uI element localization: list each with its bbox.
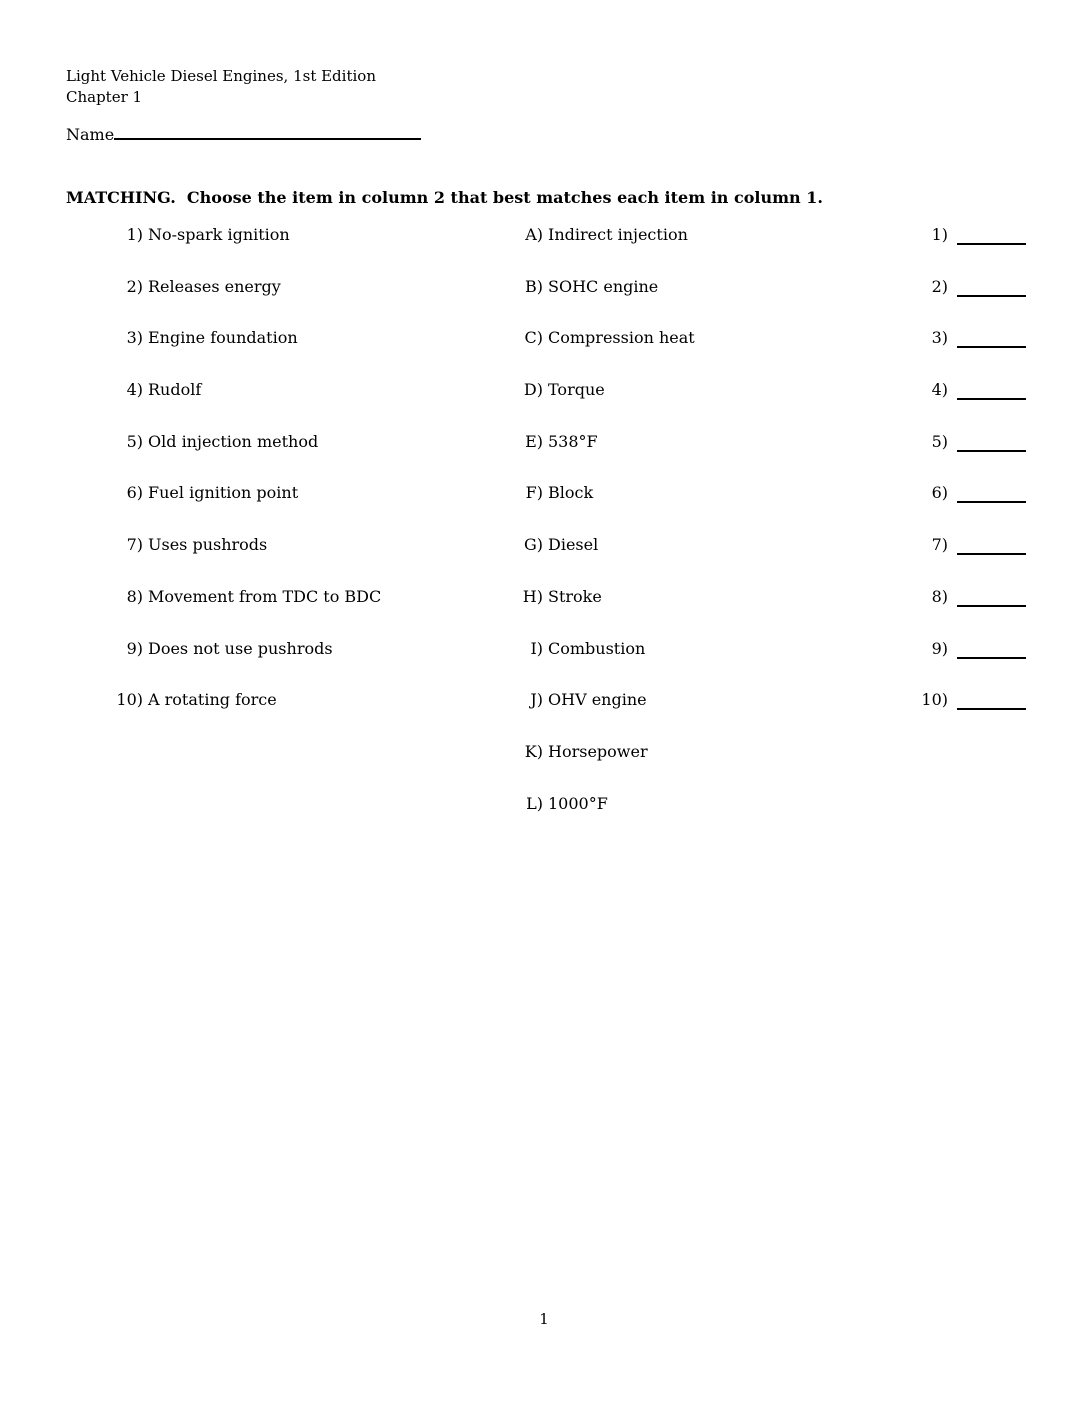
col1-item-num: 9): [126, 638, 143, 658]
answer-num: 5): [931, 431, 948, 451]
name-label: Name: [66, 125, 115, 144]
col1-item-num: 4): [126, 380, 143, 400]
matching-row: [0, 380, 1088, 432]
col1-item-num: 2): [126, 276, 143, 296]
answer-num: 9): [931, 638, 948, 658]
col1-item-num: 8): [126, 586, 143, 606]
matching-row: [0, 587, 1088, 639]
matching-row: [0, 483, 1088, 535]
matching-row: [0, 794, 1088, 846]
col1-item-text: Old injection method: [148, 431, 319, 451]
col2-item-letter: K): [524, 741, 543, 761]
col1-item-text: Fuel ignition point: [148, 483, 299, 503]
document-title: Light Vehicle Diesel Engines, 1st Edition: [66, 67, 376, 85]
col1-item-text: Releases energy: [148, 276, 281, 296]
col1-item-num: 5): [126, 431, 143, 451]
answer-blank-9[interactable]: [957, 639, 1026, 659]
matching-instructions: MATCHING. Choose the item in column 2 that best matches each item in column 1.: [66, 188, 823, 207]
col2-item-letter: D): [523, 380, 543, 400]
chapter-label: Chapter 1: [66, 88, 143, 106]
col2-item-text: Torque: [548, 380, 605, 400]
col2-item-letter: G): [523, 535, 543, 555]
col1-item-num: 1): [126, 225, 143, 244]
matching-row: [0, 639, 1088, 691]
col2-item-letter: J): [530, 690, 543, 710]
col2-item-text: 538°F: [548, 431, 598, 451]
col1-item-text: A rotating force: [148, 690, 277, 710]
col2-item-text: OHV engine: [548, 690, 647, 710]
matching-row: [0, 690, 1088, 742]
col2-item-letter: F): [525, 483, 543, 503]
name-field-row: [66, 121, 421, 144]
col1-item-text: Engine foundation: [148, 328, 298, 348]
col2-item-text: Combustion: [548, 638, 646, 658]
document-header: [66, 66, 376, 108]
col2-item-text: SOHC engine: [548, 276, 659, 296]
col1-item-num: 3): [126, 328, 143, 348]
matching-grid: [0, 225, 1088, 845]
col2-item-text: Stroke: [548, 586, 602, 606]
answer-num: 7): [931, 535, 948, 555]
col2-item-letter: L): [526, 793, 543, 813]
answer-blank-4[interactable]: [957, 380, 1026, 400]
col2-item-text: Diesel: [548, 535, 599, 555]
col2-item-text: 1000°F: [548, 793, 608, 813]
col2-item-text: Horsepower: [548, 741, 648, 761]
col2-item-text: Indirect injection: [548, 225, 688, 244]
col1-item-num: 6): [126, 483, 143, 503]
answer-blank-7[interactable]: [957, 535, 1026, 555]
col2-item-letter: H): [522, 586, 543, 606]
answer-num: 10): [921, 690, 948, 710]
answer-blank-2[interactable]: [957, 277, 1026, 297]
col1-item-text: Rudolf: [148, 380, 202, 400]
name-input-line[interactable]: [114, 121, 421, 140]
answer-num: 6): [931, 483, 948, 503]
answer-blank-5[interactable]: [957, 432, 1026, 452]
col1-item-text: Movement from TDC to BDC: [148, 586, 382, 606]
col2-item-text: Block: [548, 483, 594, 503]
col2-item-letter: I): [530, 638, 543, 658]
answer-num: 8): [931, 586, 948, 606]
col2-item-letter: C): [524, 328, 543, 348]
col2-item-letter: B): [525, 276, 543, 296]
matching-row: [0, 328, 1088, 380]
col2-item-letter: A): [525, 225, 543, 244]
answer-num: 1): [931, 225, 948, 244]
col1-item-text: No-spark ignition: [148, 225, 290, 244]
answer-blank-6[interactable]: [957, 483, 1026, 503]
matching-row: [0, 277, 1088, 329]
answer-blank-3[interactable]: [957, 328, 1026, 348]
answer-blank-8[interactable]: [957, 587, 1026, 607]
col1-item-text: Uses pushrods: [148, 535, 268, 555]
answer-blank-10[interactable]: [957, 690, 1026, 710]
matching-row: [0, 535, 1088, 587]
page-number: 1: [539, 1310, 549, 1328]
matching-row: [0, 225, 1088, 277]
matching-row: [0, 432, 1088, 484]
col2-item-letter: E): [525, 431, 543, 451]
answer-num: 2): [931, 276, 948, 296]
answer-num: 4): [931, 380, 948, 400]
col1-item-text: Does not use pushrods: [148, 638, 333, 658]
col1-item-num: 10): [116, 690, 143, 710]
answer-num: 3): [931, 328, 948, 348]
col1-item-num: 7): [126, 535, 143, 555]
answer-blank-1[interactable]: [957, 225, 1026, 245]
col2-item-text: Compression heat: [548, 328, 695, 348]
matching-row: [0, 742, 1088, 794]
